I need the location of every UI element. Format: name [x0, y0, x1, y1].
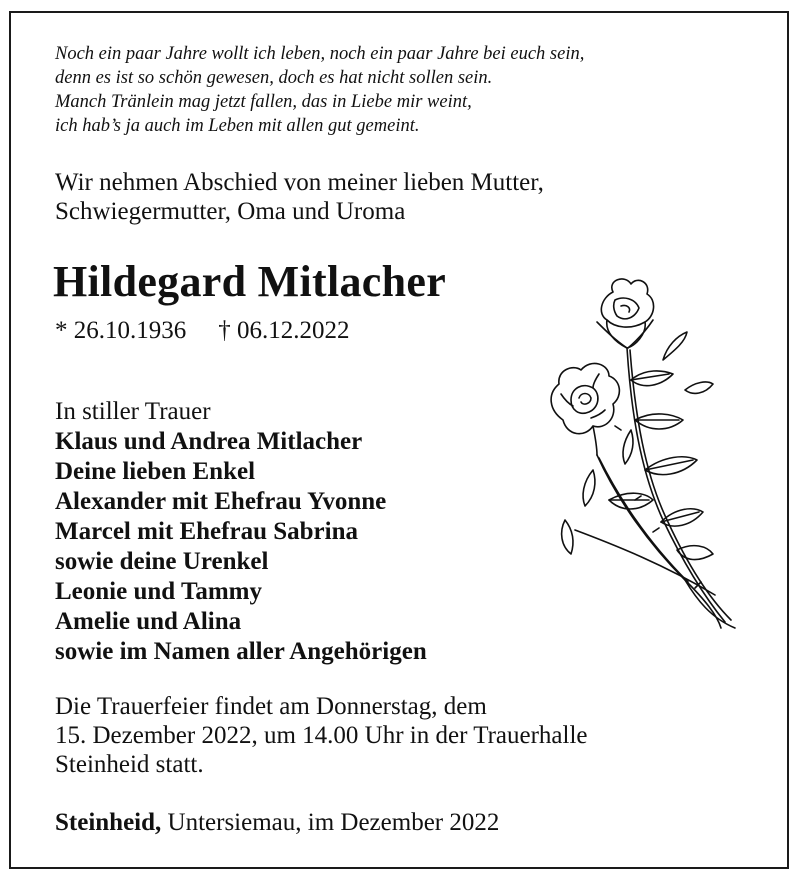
- poem-line: denn es ist so schön gewesen, doch es hat nicht sollen sein.: [55, 68, 493, 88]
- poem: [55, 42, 584, 138]
- poem-line: Noch ein paar Jahre wollt ich leben, noch ein paar Jahre bei euch sein,: [55, 44, 585, 64]
- funeral-info: [55, 692, 588, 779]
- mourner-line: Klaus und Andrea Mitlacher: [55, 428, 363, 455]
- mourner-line: Deine lieben Enkel: [55, 458, 256, 485]
- birth-date: * 26.10.1936: [55, 317, 187, 344]
- life-dates: [55, 315, 350, 347]
- signoff-rest: Untersiemau, im Dezember 2022: [167, 809, 500, 836]
- deceased-name: Hildegard Mitlacher: [53, 257, 447, 306]
- poem-line: ich hab’s ja auch im Leben mit allen gut gemeint.: [55, 116, 420, 136]
- poem-line: Manch Tränlein mag jetzt fallen, das in Liebe mir weint,: [55, 92, 472, 112]
- mourner-line: Marcel mit Ehefrau Sabrina: [55, 518, 358, 545]
- funeral-line: Steinheid statt.: [55, 751, 204, 778]
- mourners-list: [55, 397, 427, 667]
- rose-icon: [535, 270, 745, 635]
- farewell-intro: [55, 168, 544, 226]
- funeral-line: 15. Dezember 2022, um 14.00 Uhr in der Trauerhalle: [55, 722, 588, 749]
- signoff-place: Steinheid,: [55, 809, 162, 836]
- intro-line: Wir nehmen Abschied von meiner lieben Mutter,: [55, 169, 544, 196]
- death-date: † 06.12.2022: [218, 317, 350, 344]
- mourner-line: sowie im Namen aller Angehörigen: [55, 638, 427, 665]
- mourner-line: Leonie und Tammy: [55, 578, 263, 605]
- mourners-heading: In stiller Trauer: [55, 398, 211, 425]
- mourner-line: Amelie und Alina: [55, 608, 242, 635]
- funeral-line: Die Trauerfeier findet am Donnerstag, dem: [55, 693, 487, 720]
- mourner-line: Alexander mit Ehefrau Yvonne: [55, 488, 387, 515]
- signoff: [55, 808, 499, 838]
- mourner-line: sowie deine Urenkel: [55, 548, 269, 575]
- intro-line: Schwiegermutter, Oma und Uroma: [55, 198, 406, 225]
